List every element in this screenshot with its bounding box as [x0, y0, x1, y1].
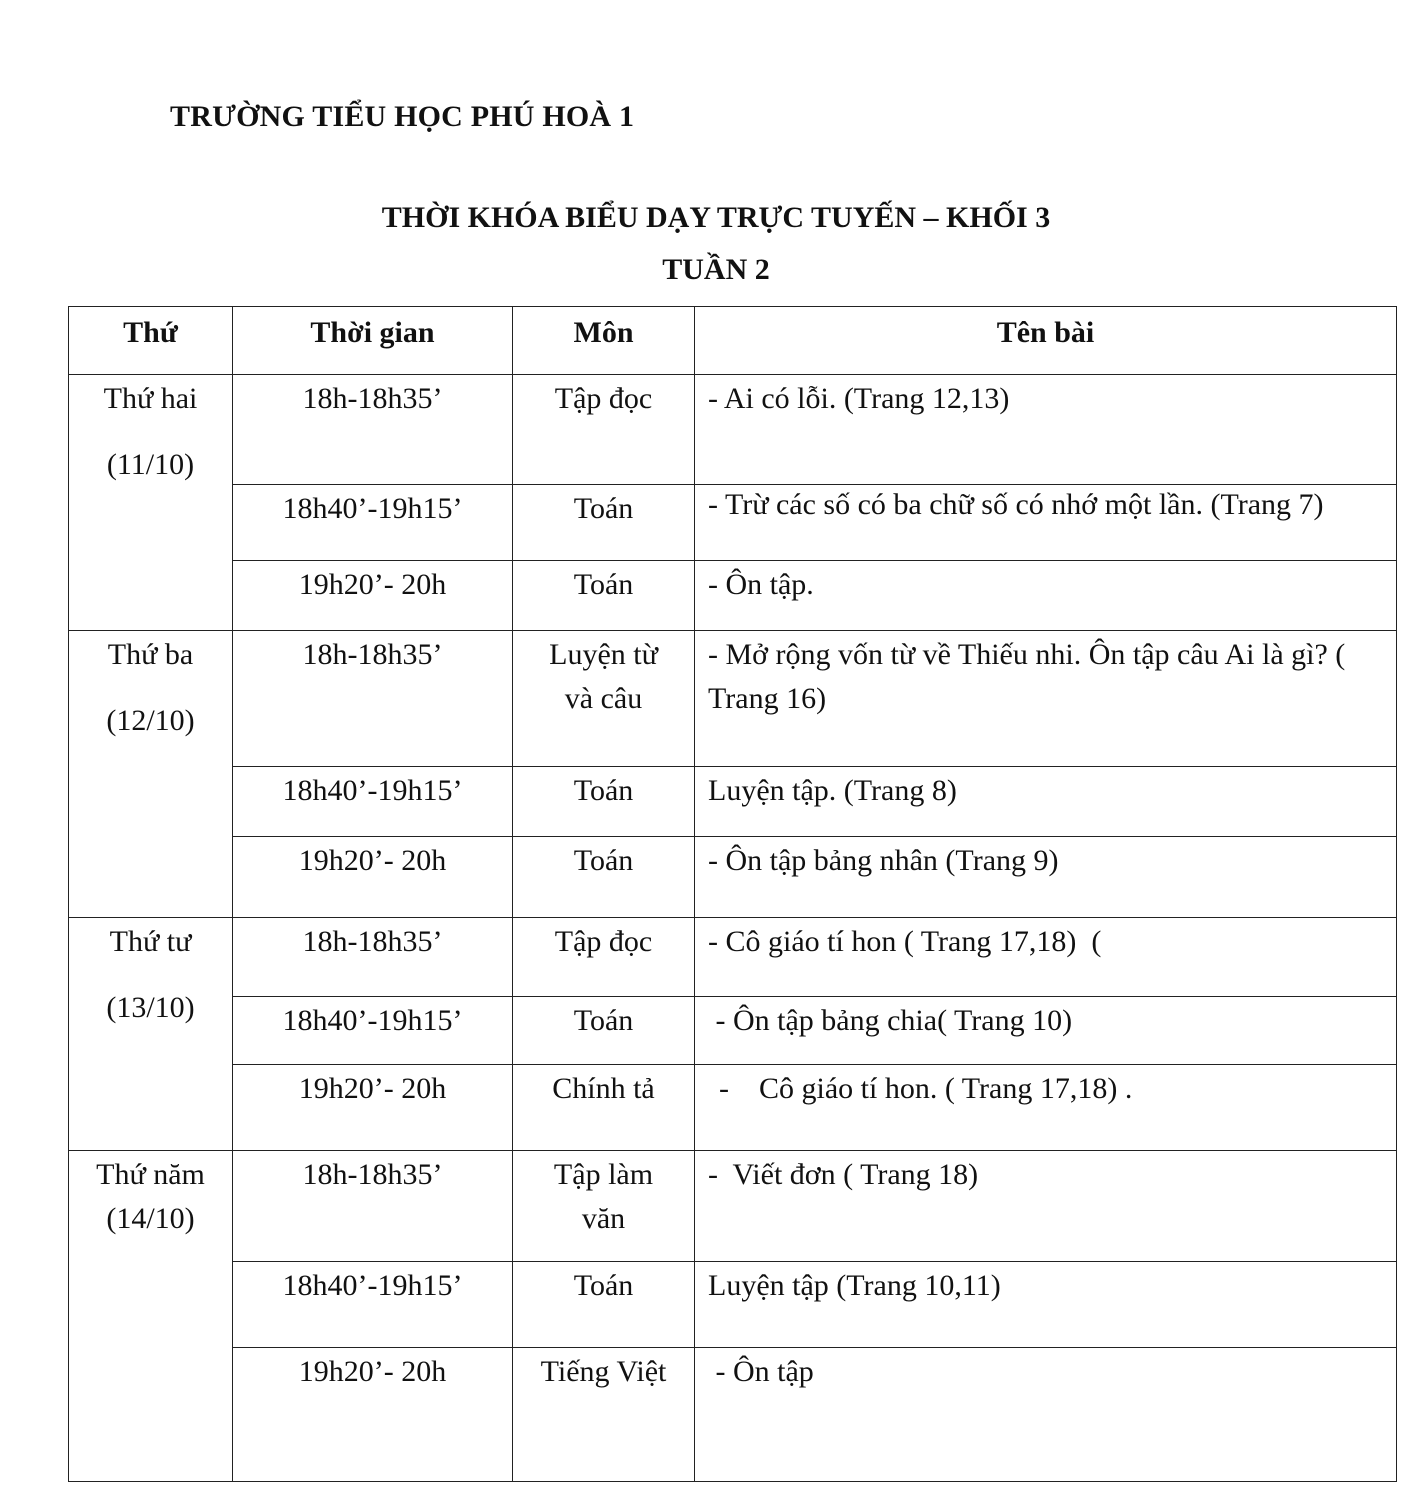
- subject-cell: Luyện từ và câu: [513, 631, 695, 767]
- subject-cell: Toán: [513, 1262, 695, 1348]
- subject-cell: Toán: [513, 837, 695, 918]
- time-cell: 18h-18h35’: [233, 375, 513, 485]
- header-row: [69, 307, 1397, 375]
- day-cell: [69, 631, 233, 918]
- lesson-cell: - Mở rộng vốn từ về Thiếu nhi. Ôn tập câu Ai là gì? ( Trang 16): [695, 631, 1397, 767]
- week-label: TUẦN 2: [662, 253, 770, 286]
- header-time: Thời gian: [233, 307, 513, 375]
- lesson-cell: - Ôn tập bảng chia( Trang 10): [695, 997, 1397, 1065]
- day-date: (12/10): [106, 704, 195, 737]
- table-row: [69, 485, 1397, 561]
- subject-cell: Tập đọc: [513, 918, 695, 997]
- time-cell: 19h20’- 20h: [233, 1065, 513, 1151]
- day-date: (11/10): [106, 448, 195, 481]
- subject-cell: Toán: [513, 997, 695, 1065]
- time-cell: 19h20’- 20h: [233, 1348, 513, 1482]
- lesson-cell: - Cô giáo tí hon ( Trang 17,18) (: [695, 918, 1397, 997]
- subject-cell: Tập đọc: [513, 375, 695, 485]
- day-cell: [69, 375, 233, 631]
- table-row: [69, 631, 1397, 767]
- table-row: [69, 1262, 1397, 1348]
- lesson-cell: - Trừ các số có ba chữ số có nhớ một lần. (Trang 7): [695, 485, 1397, 561]
- table-row: [69, 375, 1397, 485]
- table-row: [69, 1348, 1397, 1482]
- document-title: THỜI KHÓA BIỂU DẠY TRỰC TUYẾN – KHỐI 3: [381, 201, 1051, 234]
- day-cell: [69, 918, 233, 1151]
- time-cell: 18h40’-19h15’: [233, 1262, 513, 1348]
- day-name: Thứ ba: [107, 638, 194, 671]
- subject-cell: Tiếng Việt: [513, 1348, 695, 1482]
- day-cell: [69, 1151, 233, 1482]
- subject-cell: Chính tả: [513, 1065, 695, 1151]
- lesson-cell: - Ôn tập: [695, 1348, 1397, 1482]
- time-cell: 18h40’-19h15’: [233, 767, 513, 837]
- school-name: TRƯỜNG TIỂU HỌC PHÚ HOÀ 1: [170, 100, 635, 133]
- subject-cell: Tập làm văn: [513, 1151, 695, 1262]
- table-row: [69, 997, 1397, 1065]
- time-cell: 18h-18h35’: [233, 918, 513, 997]
- header-lesson: Tên bài: [695, 307, 1397, 375]
- day-date: (13/10): [106, 991, 195, 1024]
- table-row: [69, 1151, 1397, 1262]
- timetable: [68, 306, 1397, 1482]
- subject-cell: Toán: [513, 485, 695, 561]
- time-cell: 18h40’-19h15’: [233, 485, 513, 561]
- day-date: (14/10): [106, 1202, 195, 1235]
- lesson-cell: - Ôn tập bảng nhân (Trang 9): [695, 837, 1397, 918]
- lesson-cell: - Viết đơn ( Trang 18): [695, 1151, 1397, 1262]
- header-day: Thứ: [69, 307, 233, 375]
- time-cell: 18h40’-19h15’: [233, 997, 513, 1065]
- day-name: Thứ hai: [103, 382, 198, 415]
- table-row: [69, 561, 1397, 631]
- table-row: [69, 1065, 1397, 1151]
- table-row: [69, 918, 1397, 997]
- lesson-cell: Luyện tập. (Trang 8): [695, 767, 1397, 837]
- lesson-cell: - Ôn tập.: [695, 561, 1397, 631]
- subject-cell: Toán: [513, 561, 695, 631]
- time-cell: 18h-18h35’: [233, 631, 513, 767]
- day-name: Thứ năm: [96, 1158, 205, 1191]
- day-name: Thứ tư: [109, 925, 192, 958]
- lesson-cell: - Cô giáo tí hon. ( Trang 17,18) .: [695, 1065, 1397, 1151]
- table-row: [69, 767, 1397, 837]
- header-subject: Môn: [513, 307, 695, 375]
- time-cell: 18h-18h35’: [233, 1151, 513, 1262]
- subject-cell: Toán: [513, 767, 695, 837]
- table-row: [69, 837, 1397, 918]
- lesson-cell: Luyện tập (Trang 10,11): [695, 1262, 1397, 1348]
- time-cell: 19h20’- 20h: [233, 837, 513, 918]
- time-cell: 19h20’- 20h: [233, 561, 513, 631]
- lesson-cell: - Ai có lỗi. (Trang 12,13): [695, 375, 1397, 485]
